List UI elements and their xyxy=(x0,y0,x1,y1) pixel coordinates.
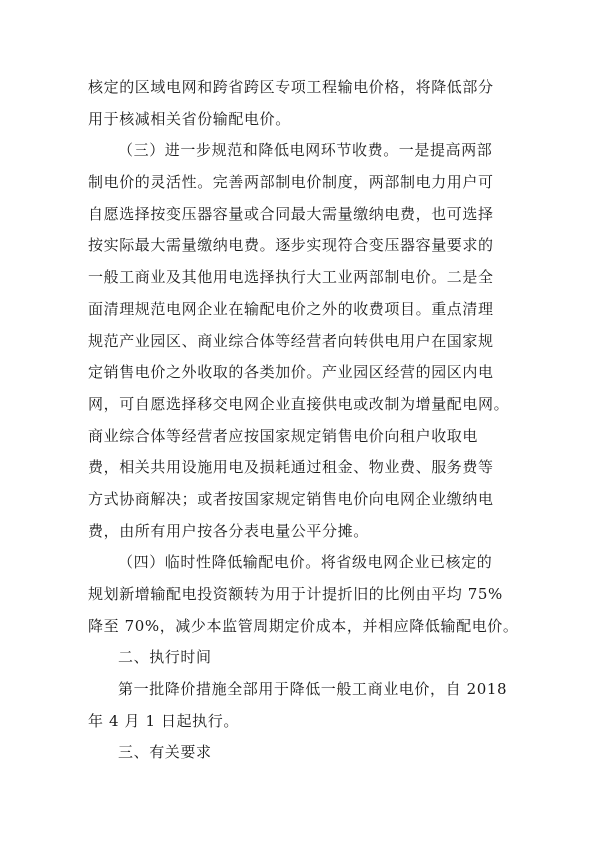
text-line: （三）进一步规范和降低电网环节收费。一是提高两部 xyxy=(118,141,493,160)
text-line: （四）临时性降低输配电价。将省级电网企业已核定的 xyxy=(118,553,493,572)
text-line: 定销售电价之外收取的各类加价。产业园区经营的园区内电 xyxy=(88,363,494,382)
text-line: 降至 70%，减少本监管周期定价成本，并相应降低输配电价。 xyxy=(88,616,519,635)
section-heading: 三、有关要求 xyxy=(118,743,212,762)
text-line: 第一批降价措施全部用于降低一般工商业电价，自 2018 xyxy=(118,680,508,699)
text-line: 方式协商解决；或者按国家规定销售电价向电网企业缴纳电 xyxy=(88,489,494,508)
section-heading: 二、执行时间 xyxy=(118,648,212,667)
text-line: 年 4 月 1 日起执行。 xyxy=(88,711,239,730)
text-line: 用于核减相关省份输配电价。 xyxy=(88,109,291,128)
text-line: 按实际最大需量缴纳电费。逐步实现符合变压器容量要求的 xyxy=(88,236,494,255)
text-line: 商业综合体等经营者应按国家规定销售电价向租户收取电 xyxy=(88,426,479,445)
text-line: 制电价的灵活性。完善两部制电价制度，两部制电力用户可 xyxy=(88,173,494,192)
text-line: 核定的区域电网和跨省跨区专项工程输电价格，将降低部分 xyxy=(88,78,494,96)
text-line: 网，可自愿选择移交电网企业直接供电或改制为增量配电网。 xyxy=(88,394,510,413)
text-line: 自愿选择按变压器容量或合同最大需量缴纳电费，也可选择 xyxy=(88,204,494,223)
text-line: 一般工商业及其他用电选择执行大工业两部制电价。二是全 xyxy=(88,268,494,287)
text-line: 面清理规范电网企业在输配电价之外的收费项目。重点清理 xyxy=(88,299,494,318)
text-line: 费，由所有用户按各分表电量公平分摊。 xyxy=(88,521,369,540)
document-body xyxy=(88,72,528,769)
text-line: 规范产业园区、商业综合体等经营者向转供电用户在国家规 xyxy=(88,331,494,350)
text-line: 规划新增输配电投资额转为用于计提折旧的比例由平均 75% xyxy=(88,585,503,603)
text-line: 费，相关共用设施用电及损耗通过租金、物业费、服务费等 xyxy=(88,458,494,477)
